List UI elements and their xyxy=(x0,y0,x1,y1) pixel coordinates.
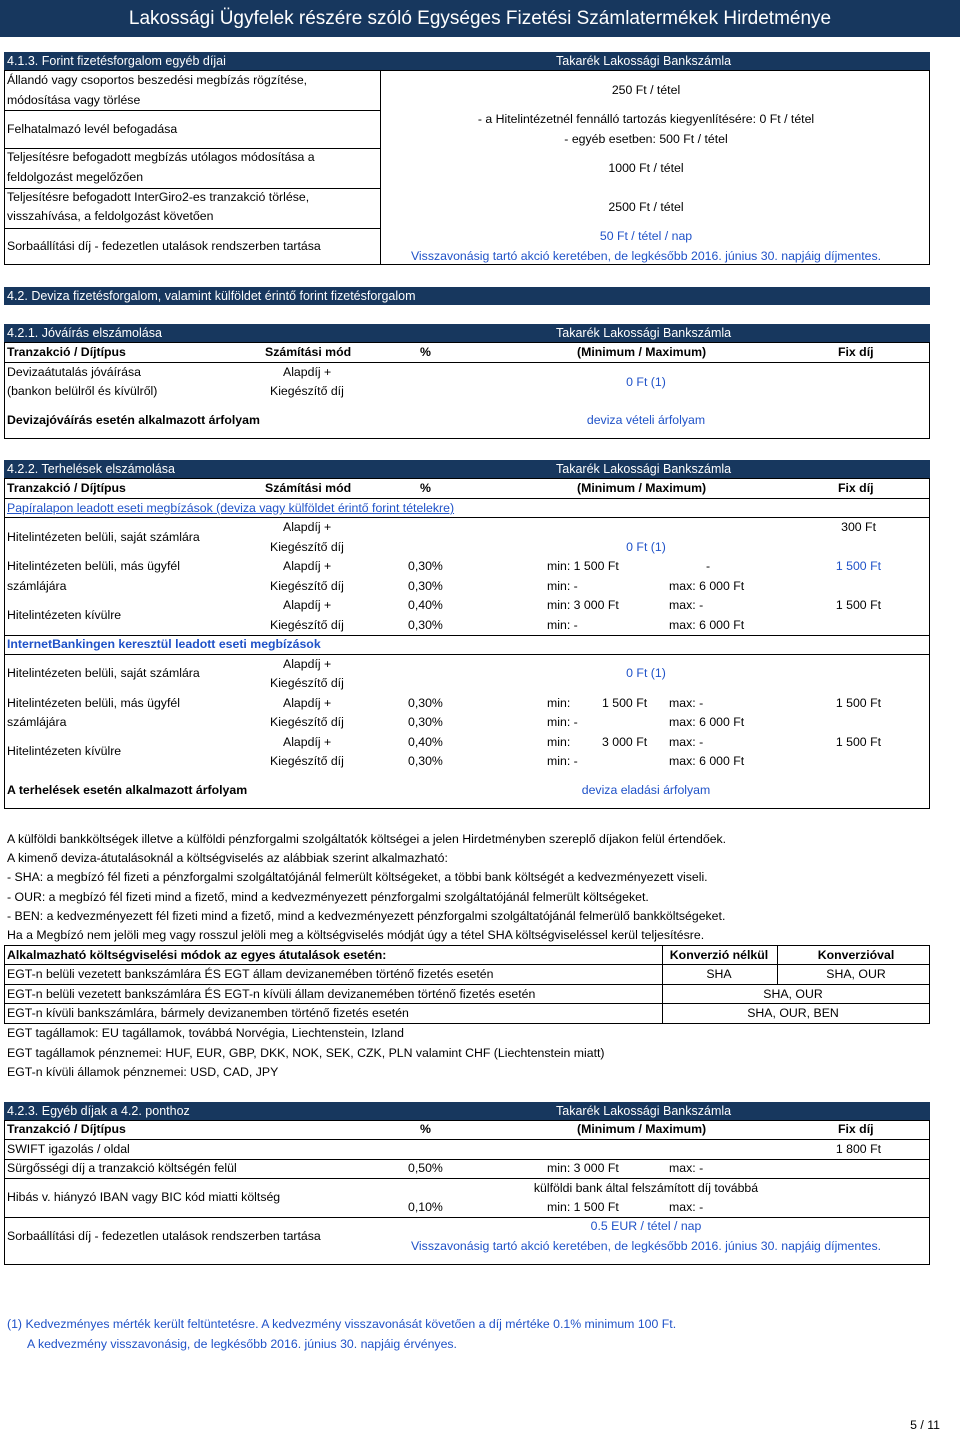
calc-method: Kiegészítő díj xyxy=(270,384,344,398)
table-row-label: Sorbaállítási díj - fedezetlen utalások rendszerben tartása xyxy=(7,239,321,253)
column-header: Fix díj xyxy=(838,1122,874,1136)
min-value: min: - xyxy=(547,715,578,729)
note-line: A külföldi bankköltségek illetve a külföldi pénzforgalmi szolgáltatók költségei a jelen Hirdetményben szereplő díjakon felül értendőek. xyxy=(7,832,727,846)
section-bar-4-2-1 xyxy=(4,324,930,342)
max-value: max: - xyxy=(669,696,704,710)
calc-method: Alapdíj + xyxy=(283,657,332,671)
fix-fee: 1 500 Ft xyxy=(835,598,881,612)
table-row-label: Hibás v. hiányzó IBAN vagy BIC kód miatti költség xyxy=(7,1190,281,1204)
fee-value: 0.5 EUR / tétel / nap xyxy=(590,1219,702,1233)
max-value: max: - xyxy=(669,598,704,612)
table-4-1-3 xyxy=(4,70,930,265)
percent: 0,30% xyxy=(408,754,443,768)
section-bar-4-1-3 xyxy=(4,52,930,70)
min-label: min: xyxy=(547,735,571,749)
max-value: max: 6 000 Ft xyxy=(669,579,745,593)
table-row-value: 2500 Ft / tétel xyxy=(608,200,684,214)
max-value: max: - xyxy=(669,1200,704,1214)
info-line: EGT tagállamok: EU tagállamok, továbbá Norvégia, Liechtenstein, Izland xyxy=(7,1026,404,1040)
percent: 0,40% xyxy=(408,598,443,612)
fix-fee: 300 Ft xyxy=(841,520,876,534)
column-header: (Minimum / Maximum) xyxy=(577,345,707,359)
cost-option: SHA, OUR xyxy=(826,967,886,981)
max-value: - xyxy=(706,559,711,573)
column-header: Tranzakció / Díjtípus xyxy=(7,481,126,495)
min-value: min: - xyxy=(547,618,578,632)
note-line: Ha a Megbízó nem jelöli meg vagy rosszul jelöli meg a költségviselés módját úgy a tétel SHA költségviseléssel kerül teljesítésre. xyxy=(7,928,705,942)
section-title: 4.2.3. Egyéb díjak a 4.2. ponthoz xyxy=(7,1104,190,1118)
info-line: EGT tagállamok pénznemei: HUF, EUR, GBP, DKK, NOK, SEK, CZK, PLN valamint CHF (Liechtenstein miatt) xyxy=(7,1046,605,1060)
calc-method: Kiegészítő díj xyxy=(270,579,344,593)
table-row-label: Teljesítésre befogadott InterGiro2-es tranzakció törlése, xyxy=(7,190,310,204)
table-row-label: Hitelintézeten belüli, saját számlára xyxy=(7,666,200,680)
column-title: Takarék Lakossági Bankszámla xyxy=(556,326,732,340)
promo-note: Visszavonásig tartó akció keretében, de legkésőbb 2016. június 30. napjáig díjmentes. xyxy=(410,249,882,263)
table-row-value: - a Hitelintézetnél fennálló tartozás kiegyenlítésére: 0 Ft / tétel xyxy=(477,112,815,126)
table-row-label: Felhatalmazó levél befogadása xyxy=(7,122,178,136)
column-header: (Minimum / Maximum) xyxy=(577,481,707,495)
column-header: (Minimum / Maximum) xyxy=(577,1122,707,1136)
table-row-label: (bankon belülről és kívülről) xyxy=(7,384,158,398)
table-row-label: Hitelintézeten kívülre xyxy=(7,608,122,622)
percent: 0,30% xyxy=(408,579,443,593)
table-row-label: Hitelintézeten kívülre xyxy=(7,744,122,758)
table-row-label: feldolgozást megelőzően xyxy=(7,170,144,184)
column-header: Számítási mód xyxy=(265,481,352,495)
max-value: max: - xyxy=(669,1161,704,1175)
fix-fee: 1 500 Ft xyxy=(835,696,881,710)
table-row-value: 1000 Ft / tétel xyxy=(608,161,684,175)
percent: 0,10% xyxy=(408,1200,443,1214)
calc-method: Alapdíj + xyxy=(283,365,332,379)
page-number: 5 / 11 xyxy=(910,1418,940,1432)
section-bar-4-2-3 xyxy=(4,1102,930,1120)
calc-method: Alapdíj + xyxy=(283,696,332,710)
column-header: Fix díj xyxy=(838,345,874,359)
column-header: Tranzakció / Díjtípus xyxy=(7,1122,126,1136)
calc-method: Kiegészítő díj xyxy=(270,676,344,690)
fee-value: 0 Ft (1) xyxy=(626,540,666,554)
column-header: Tranzakció / Díjtípus xyxy=(7,345,126,359)
fix-fee: 1 800 Ft xyxy=(835,1142,881,1156)
info-line: EGT-n kívüli államok pénznemei: USD, CAD, JPY xyxy=(7,1065,279,1079)
min-value: min: 1 500 Ft xyxy=(547,559,619,573)
table-row-label: A terhelések esetén alkalmazott árfolyam xyxy=(7,783,248,797)
cost-option: SHA, OUR xyxy=(763,987,823,1001)
note-line: - SHA: a megbízó fél fizeti a pénzforgalmi szolgáltatójánál felmerült költségeket, a többi bank költségét a kedvezményezett viseli. xyxy=(7,870,708,884)
table-row-label: Sürgősségi díj a tranzakció költségén felül xyxy=(7,1161,237,1175)
percent: 0,50% xyxy=(408,1161,443,1175)
column-header: % xyxy=(420,1122,431,1136)
column-header: % xyxy=(420,481,431,495)
min-value: min: 1 500 Ft xyxy=(547,1200,619,1214)
table-row-label: Teljesítésre befogadott megbízás utólagos módosítása a xyxy=(7,150,315,164)
fee-note: külföldi bank által felszámított díj továbbá xyxy=(533,1181,759,1195)
section-bar-4-2 xyxy=(4,287,930,305)
column-header: Számítási mód xyxy=(265,345,352,359)
column-header: Konverzióval xyxy=(817,948,895,962)
min-value: min: - xyxy=(547,579,578,593)
section-title: 4.1.3. Forint fizetésforgalom egyéb díjai xyxy=(7,54,226,68)
percent: 0,30% xyxy=(408,696,443,710)
note-line: - BEN: a kedvezményezett fél fizeti mind a fizető, mind a kedvezményezett pénzforgalmi szolgáltatójánál felmerülő bankköltségeket. xyxy=(7,909,726,923)
column-header: Fix díj xyxy=(838,481,874,495)
table-row-label: módosítása vagy törlése xyxy=(7,93,141,107)
calc-method: Kiegészítő díj xyxy=(270,715,344,729)
percent: 0,30% xyxy=(408,559,443,573)
cost-option: SHA xyxy=(706,967,732,981)
section-title: 4.2.1. Jóváírás elszámolása xyxy=(7,326,162,340)
table-row-label: számlájára xyxy=(7,715,67,729)
calc-method: Kiegészítő díj xyxy=(270,540,344,554)
min-value: min: 3 000 Ft xyxy=(547,1161,619,1175)
fix-fee: 1 500 Ft xyxy=(835,735,881,749)
section-title: 4.2.2. Terhelések elszámolása xyxy=(7,462,175,476)
fee-value: deviza eladási árfolyam xyxy=(581,783,711,797)
table-row-label: EGT-n kívüli bankszámlára, bármely devizanemben történő fizetés esetén xyxy=(7,1006,409,1020)
min-value: min: 3 000 Ft xyxy=(547,598,619,612)
section-title: 4.2. Deviza fizetésforgalom, valamint külföldet érintő forint fizetésforgalom xyxy=(7,289,416,303)
table-row-label: Hitelintézeten belüli, más ügyfél xyxy=(7,696,180,710)
max-value: max: 6 000 Ft xyxy=(669,715,745,729)
percent: 0,30% xyxy=(408,618,443,632)
percent: 0,40% xyxy=(408,735,443,749)
note-line: A kimenő deviza-átutalásoknál a költségviselés az alábbiak szerint alkalmazható: xyxy=(7,851,448,865)
table-row-label: EGT-n belüli vezetett bankszámlára ÉS EGT-n kívüli állam devizanemében történő fizetés esetén xyxy=(7,987,536,1001)
column-title: Takarék Lakossági Bankszámla xyxy=(556,54,732,68)
column-title: Takarék Lakossági Bankszámla xyxy=(556,462,732,476)
cost-option: SHA, OUR, BEN xyxy=(747,1006,839,1020)
table-row-value: - egyéb esetben: 500 Ft / tétel xyxy=(564,132,728,146)
table-row-label: Devizaátutalás jóváírása xyxy=(7,365,141,379)
table-row-label: SWIFT igazolás / oldal xyxy=(7,1142,130,1156)
calc-method: Alapdíj + xyxy=(283,598,332,612)
min-value: 3 000 Ft xyxy=(602,735,648,749)
percent: 0,30% xyxy=(408,715,443,729)
note-line: - OUR: a megbízó fél fizeti mind a fizető, mind a kedvezményezett pénzforgalmi szolgáltatójánál felmerült költségeket. xyxy=(7,890,649,904)
table-row-label: Sorbaállítási díj - fedezetlen utalások rendszerben tartása xyxy=(7,1229,321,1243)
fee-value: 0 Ft (1) xyxy=(626,375,666,389)
subsection-title: Papíralapon leadott eseti megbízások (deviza vagy külföldet érintő forint tételekre) xyxy=(7,501,455,515)
table-row-label: Devizajóváírás esetén alkalmazott árfolyam xyxy=(7,413,260,427)
fee-value: deviza vételi árfolyam xyxy=(586,413,706,427)
calc-method: Kiegészítő díj xyxy=(270,754,344,768)
document-title: Lakossági Ügyfelek részére szóló Egységes Fizetési Számlatermékek Hirdetménye xyxy=(0,0,960,37)
table-row-value: 250 Ft / tétel xyxy=(611,83,681,97)
footnote: A kedvezmény visszavonásig, de legkésőbb 2016. június 30. napjáig érvényes. xyxy=(27,1337,457,1351)
column-header: Konverzió nélkül xyxy=(669,948,769,962)
subsection-title: InternetBankingen keresztül leadott eseti megbízások xyxy=(7,637,321,651)
calc-method: Alapdíj + xyxy=(283,559,332,573)
max-value: max: 6 000 Ft xyxy=(669,618,745,632)
min-value: 1 500 Ft xyxy=(602,696,648,710)
promo-note: Visszavonásig tartó akció keretében, de legkésőbb 2016. június 30. napjáig díjmentes. xyxy=(410,1239,882,1253)
table-row-label: számlájára xyxy=(7,579,67,593)
column-header: % xyxy=(420,345,431,359)
calc-method: Alapdíj + xyxy=(283,520,332,534)
fix-fee: 1 500 Ft xyxy=(835,559,881,573)
max-value: max: 6 000 Ft xyxy=(669,754,745,768)
section-bar-4-2-2 xyxy=(4,460,930,478)
column-header: Alkalmazható költségviselési módok az egyes átutalások esetén: xyxy=(7,948,387,962)
min-value: min: - xyxy=(547,754,578,768)
fee-value: 0 Ft (1) xyxy=(626,666,666,680)
table-row-value: 50 Ft / tétel / nap xyxy=(599,229,693,243)
table-row-label: EGT-n belüli vezetett bankszámlára ÉS EGT állam devizanemében történő fizetés esetén xyxy=(7,967,494,981)
table-row-label: Állandó vagy csoportos beszedési megbízás rögzítése, xyxy=(7,73,308,87)
footnote: (1) Kedvezményes mérték került feltüntetésre. A kedvezmény visszavonását követően a díj mértéke 0.1% minimum 100 Ft. xyxy=(7,1317,677,1331)
min-label: min: xyxy=(547,696,571,710)
calc-method: Alapdíj + xyxy=(283,735,332,749)
table-row-label: Hitelintézeten belüli, saját számlára xyxy=(7,530,200,544)
calc-method: Kiegészítő díj xyxy=(270,618,344,632)
max-value: max: - xyxy=(669,735,704,749)
table-row-label: visszahívása, a feldolgozást követően xyxy=(7,209,214,223)
table-row-label: Hitelintézeten belüli, más ügyfél xyxy=(7,559,180,573)
column-title: Takarék Lakossági Bankszámla xyxy=(556,1104,732,1118)
